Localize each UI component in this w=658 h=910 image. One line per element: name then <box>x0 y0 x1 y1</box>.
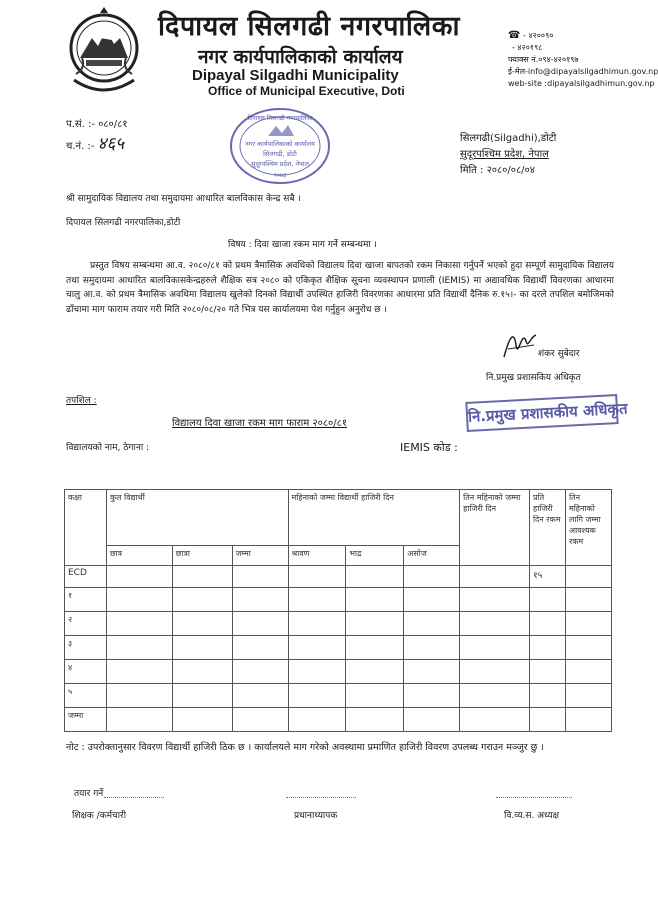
prepared-by-dots <box>104 796 164 798</box>
row-class: ECD <box>65 566 107 588</box>
table-row <box>65 612 612 636</box>
email-line: ई-मेल-info@dipayalsilgadhimun.gov.np <box>508 67 658 76</box>
municipality-title-en: Dipayal Silgadhi Municipality <box>192 67 399 84</box>
letter-date: मिति : २०८०/०८/०४ <box>460 165 535 176</box>
chair-dots <box>496 796 572 798</box>
row-rate <box>529 684 565 708</box>
col-header-shrawan: श्रावण <box>288 546 346 566</box>
row-class: ४ <box>65 660 107 684</box>
table-row <box>65 588 612 612</box>
row-rate <box>529 588 565 612</box>
table-row <box>65 684 612 708</box>
chair-label: वि.व्य.स. अध्यक्ष <box>504 811 560 821</box>
municipality-title-np: दिपायल सिलगढी नगरपालिका <box>158 11 460 42</box>
website-line: web-site :dipayalsilgadhimun.gov.np <box>508 79 655 88</box>
headteacher-label: प्रधानाध्यापक <box>294 811 338 821</box>
row-rate <box>529 612 565 636</box>
col-header-ashwin: असोज <box>404 546 460 566</box>
row-rate: १५ <box>529 566 565 588</box>
col-header-total-students: कुल विद्यार्थी <box>106 490 288 546</box>
col-header-boys: छात्रा <box>172 546 232 566</box>
handwritten-signature <box>500 325 540 365</box>
recipient-line-1: श्री सामुदायिक विद्यालय तथा समुदायमा आधारित बालविकास केन्द्र सबै । <box>66 194 301 204</box>
row-class: २ <box>65 612 107 636</box>
subject-line: विषय : दिवा खाजा रकम माग गर्ने सम्बन्धमा । <box>228 240 377 250</box>
table-row <box>65 566 612 588</box>
recipient-line-2: दिपायल सिलगढी नगरपालिका,डोटी <box>66 218 181 228</box>
school-name-label: विद्यालयको नाम, ठेगाना : <box>66 443 150 453</box>
col-header-required-amount: तिन महिनाको लागि जम्मा आवश्यक रकम <box>565 490 611 566</box>
office-seal <box>228 106 332 186</box>
row-class: ५ <box>65 684 107 708</box>
prepared-by-label: तयार गर्ने <box>74 789 104 799</box>
col-header-girls: छात्र <box>106 546 172 566</box>
col-header-monthly-attendance: महिनाको जम्मा विद्यार्थी हाजिरी दिन <box>288 490 460 546</box>
phone-line-1: ☎ - ४२००९० <box>508 30 554 41</box>
address-line-2: सुदूरपश्चिम प्रदेश, नेपाल <box>460 149 549 160</box>
seal-ring-text: दिपायल सिलगढी नगरपालिका <box>247 115 313 122</box>
col-header-sum: जम्मा <box>232 546 288 566</box>
row-class: जम्मा <box>65 708 107 732</box>
signatory-title: नि.प्रमुख प्रशासकिय अधिकृत <box>486 373 581 383</box>
row-class: ३ <box>65 636 107 660</box>
col-header-bhadra: भाद्र <box>346 546 404 566</box>
row-class: १ <box>65 588 107 612</box>
headteacher-dots <box>286 796 356 798</box>
seal-inner-text: नगर कार्यपालिकाको कार्यालय <box>245 140 315 148</box>
body-paragraph: प्रस्तुत विषय सम्बन्धमा आ.व. २०८०/८१ को प्रथम त्रैमासिक अवधिको विद्यालय दिवा खाजा बापतको रकम निकासा गर्नुपर्ने भएको हुदा सम्पूर्ण सामुदायिक विद्यालय तथा समुदायमा आधारित बालविकासकेन्द्रहरुले शैक्षिक सत्र २०८० को एकिकृत शैक्षिक सूचना व्यवस्थापन प्रणाली (IEMIS) मा अद्यावधिक विद्यार्थी विवरणका आधारमा चालु आ.व. को प्रथम त्रैमासिक अवधिमा विद्यालय खुलेको दिनको विद्यार्थी उपस्थित हाजिरी विवरणका आधारमा प्रति विद्यार्थी दैनिक रु.१५।- का दरले तपशिल बमोजिमको ढाँचामा माग फाराम तयार गरी मिति २०८०/०८/२० गते भित्र यस कार्यालयमा पेश गर्नुहुन अनुरोध छ । <box>66 261 614 315</box>
row-rate <box>529 660 565 684</box>
seal-year-text: २०७३ <box>273 172 287 179</box>
table-row <box>65 708 612 732</box>
row-rate <box>529 636 565 660</box>
address-line-1: सिलगढी(Silgadhi),डोटी <box>460 133 557 144</box>
phone-icon: ☎ <box>508 30 521 41</box>
ref-ps: प.सं. :- ०८०/८१ <box>66 119 128 130</box>
seal-province-text: सुदूरपश्चिम प्रदेश, नेपाल <box>251 160 309 168</box>
row-rate <box>529 708 565 732</box>
municipality-logo <box>66 8 142 94</box>
signatory-name: शंकर सुबेदार <box>538 349 580 359</box>
teacher-label: शिक्षक /कर्मचारी <box>72 811 127 821</box>
demand-form-table <box>64 489 612 732</box>
table-row <box>65 660 612 684</box>
ref-cn: च.नं. :- ४६५ <box>66 134 125 154</box>
seal-place-text: सिलगढी, डोटी <box>263 150 297 158</box>
table-header-row <box>65 490 612 546</box>
office-subtitle-np: नगर कार्यपालिकाको कार्यालय <box>198 46 403 68</box>
iemis-code-label: IEMIS कोड : <box>400 441 458 454</box>
officer-stamp: नि.प्रमुख प्रशासकीय अधिकृत <box>465 394 618 432</box>
tapasil-heading: तपशिल : <box>66 396 97 406</box>
office-subtitle-en: Office of Municipal Executive, Doti <box>208 84 405 98</box>
phone-line-2: - ४२०१९८ <box>512 43 543 52</box>
note-line: नोट : उपरोक्तानुसार विवरण विद्यार्थी हाजिरी ठिक छ । कार्यालयले माग गरेको अवस्थामा प्रमाणित हाजिरी विवरण उपलब्ध गराउन मञ्जुर छु । <box>66 742 544 753</box>
table-row <box>65 636 612 660</box>
contact-block <box>508 30 658 90</box>
form-title: विद्यालय दिवा खाजा रकम माग फाराम २०८०/८१ <box>172 418 348 429</box>
col-header-class: कक्षा <box>65 490 107 566</box>
fax-line: फ्याक्स नं.०९४-४२०१९७ <box>508 55 579 64</box>
col-header-per-student-rate: प्रति हाजिरी दिन रकम <box>529 490 565 566</box>
col-header-three-month-total: तिन महिनाको जम्मा हाजिरी दिन <box>460 490 530 566</box>
